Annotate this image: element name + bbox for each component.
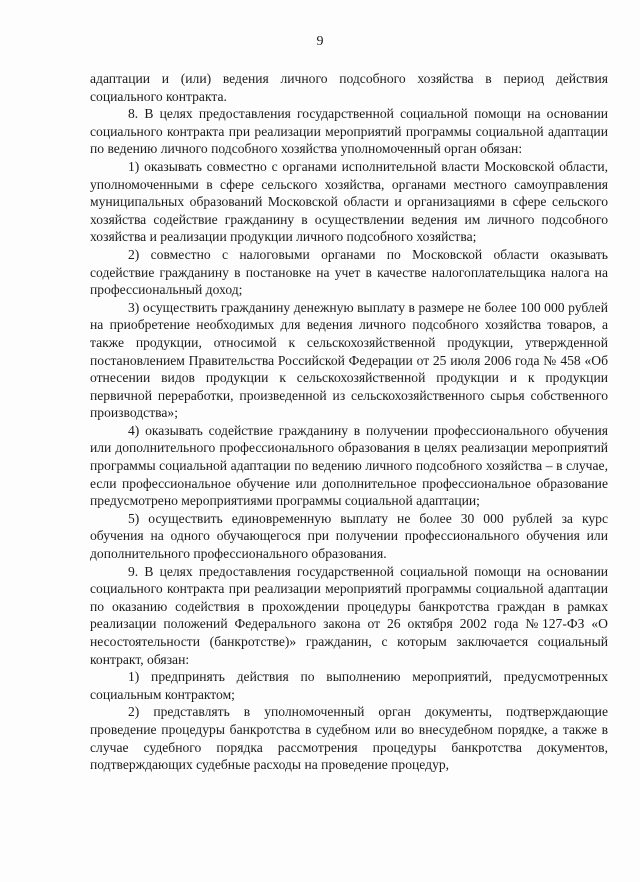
paragraph-clause-9-item-2: 2) представлять в уполномоченный орган документы, подтверждающие проведение процедуры банкротства в судебном или во внесудебном порядке, а также в случае судебного порядка рассмотрения процедуры банкротства документов, подтверждающих судебные расходы на проведение процедур,	[90, 704, 608, 773]
paragraph-continuation: адаптации и (или) ведения личного подсобного хозяйства в период действия социального контракта.	[90, 71, 608, 104]
paragraph-clause-9: 9. В целях предоставления государственной социальной помощи на основании социального контракта при реализации мероприятий программы социальной адаптации по оказанию содействия в прохождении процедуры банкротства граждан в рамках реализации положений Федерального закона от 26 октября 2002 года №127-ФЗ «О несостоятельности (банкротстве)» гражданин, с которым заключается социальный контракт, обязан:	[90, 563, 608, 667]
document-body	[90, 70, 608, 774]
paragraph-clause-8-item-3: 3) осуществить гражданину денежную выплату в размере не более 100 000 рублей на приобретение необходимых для ведения личного подсобного хозяйства товаров, а также продукции, относимой к сельскохозяйственной продукции, утвержденной постановлением Правительства Российской Федерации от 25 июля 2006 года № 458 «Об отнесении видов продукции к сельскохозяйственной продукции и к продукции первичной переработки, произведенной из сельскохозяйственного сырья собственного производства»;	[90, 299, 608, 421]
paragraph-clause-8-item-5: 5) осуществить единовременную выплату не более 30 000 рублей за курс обучения на одного обучающегося при получении профессионального обучения или дополнительного профессионального образования.	[90, 510, 608, 562]
paragraph-clause-8-item-4: 4) оказывать содействие гражданину в получении профессионального обучения или дополнительного профессионального образования в целях реализации мероприятий программы социальной адаптации по ведению личного подсобного хозяйства – в случае, если профессиональное обучение или дополнительное профессиональное образование предусмотрено мероприятиями программы социальной адаптации;	[90, 422, 608, 509]
paragraph-clause-8: 8. В целях предоставления государственной социальной помощи на основании социального контракта при реализации мероприятий программы социальной адаптации по ведению личного подсобного хозяйства уполномоченный орган обязан:	[90, 106, 608, 157]
page-number: 9	[316, 34, 324, 49]
paragraph-clause-8-item-1: 1) оказывать совместно с органами исполнительной власти Московской области, уполномоченными в сфере сельского хозяйства, органами местного самоуправления муниципальных образований Московской области и организациями в сфере сельского хозяйства содействие гражданину в осуществлении ведения им личного подсобного хозяйства и реализации продукции личного подсобного хозяйства;	[90, 158, 608, 245]
paragraph-clause-9-item-1: 1) предпринять действия по выполнению мероприятий, предусмотренных социальным контрактом;	[90, 669, 608, 702]
paragraph-clause-8-item-2: 2) совместно с налоговыми органами по Московской области оказывать содействие гражданину в постановке на учет в качестве налогоплательщика налога на профессиональный доход;	[90, 246, 608, 298]
